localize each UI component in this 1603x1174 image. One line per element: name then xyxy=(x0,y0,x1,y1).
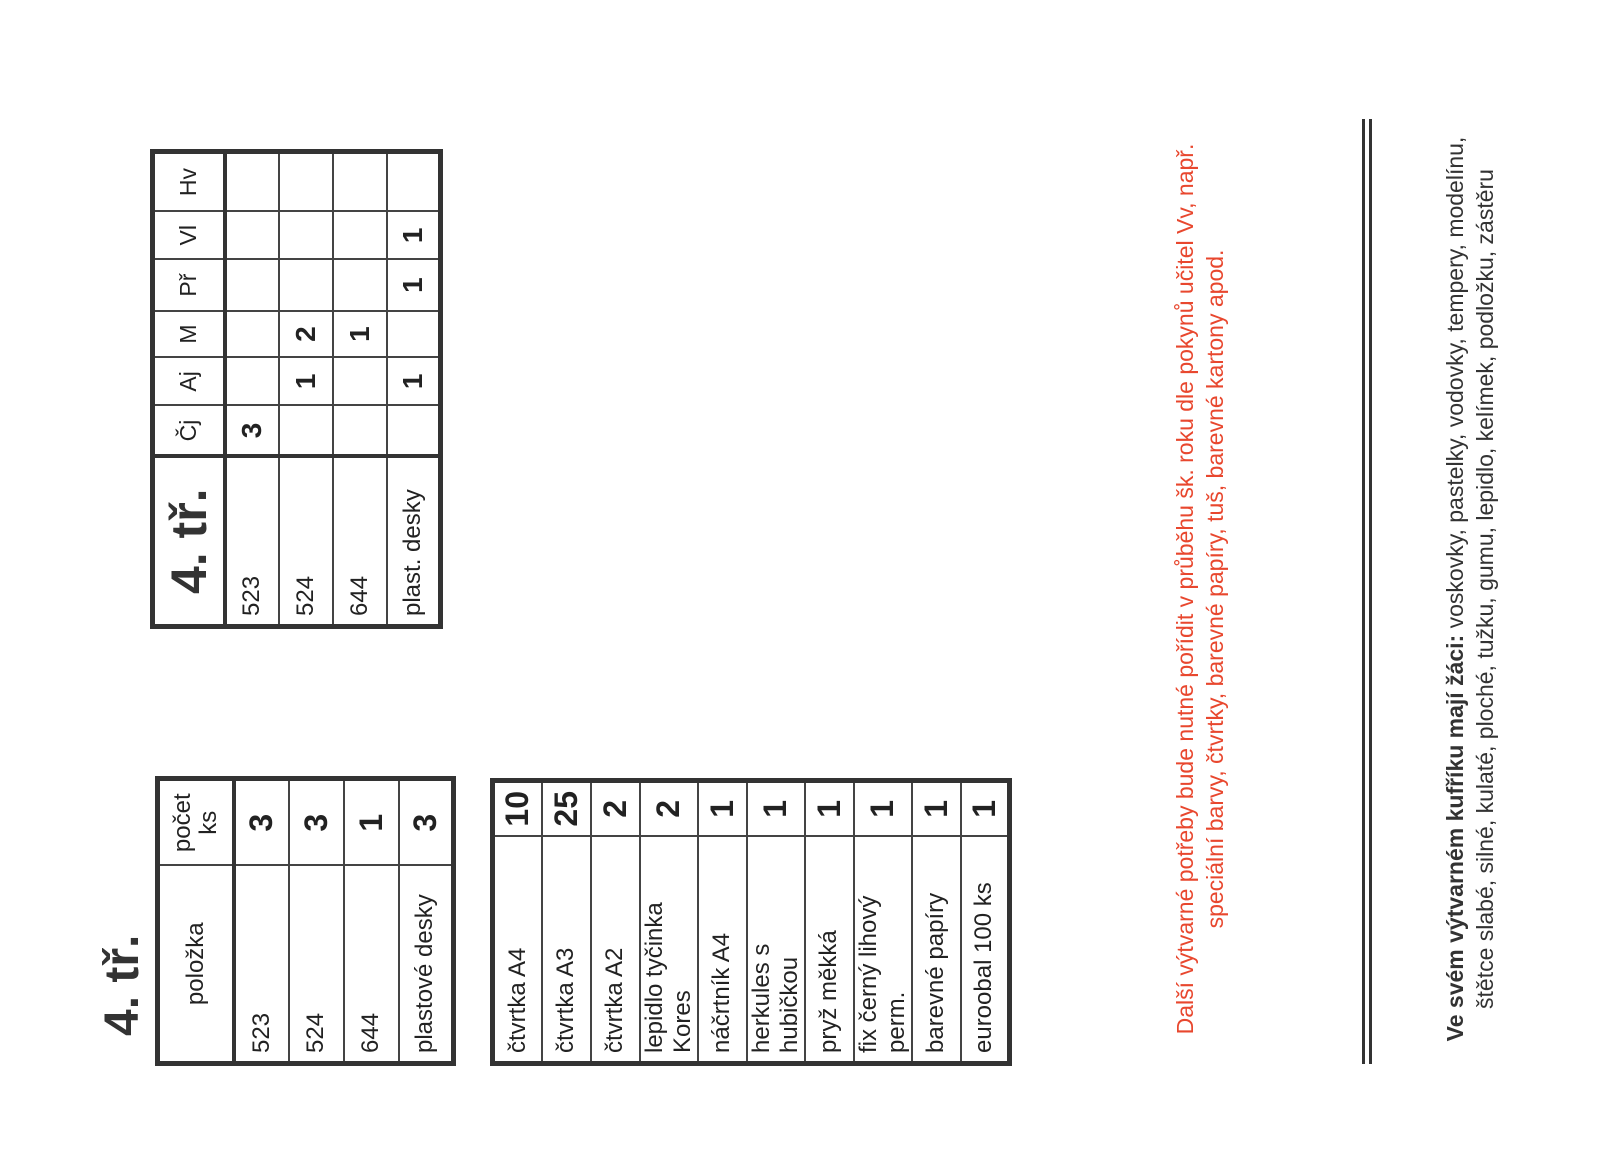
table-row xyxy=(698,781,747,1064)
header-qty xyxy=(158,779,234,866)
art-case-note-lead: Ve svém výtvarném kufříku mají žáci: xyxy=(1442,634,1468,1042)
supply-qty: 2 xyxy=(640,781,698,836)
page-title: 4. tř. xyxy=(96,934,149,1036)
table-row xyxy=(234,779,289,1064)
art-case-note-list: voskovky, pastelky, vodovky, tempery, modelínu, štětce slabé, silné, kulaté, ploché, tužku, gumu, lepidlo, kelímek, podložku, zástěru xyxy=(1442,136,1498,1009)
cell xyxy=(387,311,441,358)
table-row xyxy=(640,781,698,1064)
item-qty: 3 xyxy=(289,779,344,866)
item-name: 523 xyxy=(234,865,289,1063)
cell xyxy=(279,405,333,456)
art-supplies-note: Další výtvarné potřeby bude nutné pořídit v průběhu šk. roku dle pokynů učitel Vv, např. speciální barvy, čtvrtky, barevné papíry, tuš, barevné kartony apod. xyxy=(1172,143,1228,1035)
row-label: plast. desky xyxy=(387,457,441,627)
cell xyxy=(387,152,441,212)
row-label: 523 xyxy=(225,457,279,627)
table-row xyxy=(747,781,805,1064)
item-name: 644 xyxy=(344,865,399,1063)
cell xyxy=(279,152,333,212)
supply-qty: 1 xyxy=(912,781,961,836)
row-label: 644 xyxy=(333,457,387,627)
table-row xyxy=(912,781,961,1064)
supply-qty: 1 xyxy=(961,781,1010,836)
cell xyxy=(225,259,279,310)
item-qty: 3 xyxy=(234,779,289,866)
table-row xyxy=(591,781,640,1064)
supplies-table xyxy=(490,778,1012,1066)
item-name: plastové desky xyxy=(399,865,454,1063)
subject-col-hv: Hv xyxy=(153,152,225,212)
subject-col-m: M xyxy=(153,311,225,358)
subject-col-vl: Vl xyxy=(153,211,225,259)
cell: 1 xyxy=(333,311,387,358)
table-row xyxy=(289,779,344,1064)
table-row xyxy=(854,781,912,1064)
cell xyxy=(333,259,387,310)
supply-name: náčrtník A4 xyxy=(698,836,747,1064)
table-row xyxy=(387,152,441,627)
supply-qty: 25 xyxy=(542,781,591,836)
cell xyxy=(225,152,279,212)
supply-name: čtvrtka A3 xyxy=(542,836,591,1064)
table-row xyxy=(279,152,333,627)
table-row xyxy=(961,781,1010,1064)
cell xyxy=(225,357,279,405)
supply-qty: 2 xyxy=(591,781,640,836)
table-row xyxy=(493,781,542,1064)
cell: 1 xyxy=(387,259,441,310)
cell xyxy=(279,259,333,310)
subject-col-pr: Př xyxy=(153,259,225,310)
header-qty-line2: ks xyxy=(194,810,222,835)
table-row xyxy=(542,781,591,1064)
cell xyxy=(279,211,333,259)
table-row xyxy=(399,779,454,1064)
subjects-corner-title: 4. tř. xyxy=(153,457,225,627)
double-rule-divider xyxy=(1362,119,1372,1064)
subject-col-aj: Aj xyxy=(153,357,225,405)
cell: 3 xyxy=(225,405,279,456)
supply-name: čtvrtka A2 xyxy=(591,836,640,1064)
cell: 2 xyxy=(279,311,333,358)
header-item: položka xyxy=(158,865,234,1063)
cell xyxy=(225,311,279,358)
art-case-note xyxy=(1440,114,1500,1064)
supply-name: euroobal 100 ks xyxy=(961,836,1010,1064)
supply-name: barevné papíry xyxy=(912,836,961,1064)
item-name: 524 xyxy=(289,865,344,1063)
cell: 1 xyxy=(387,357,441,405)
supply-name: fix černý lihový perm. xyxy=(854,836,912,1064)
table-row xyxy=(805,781,854,1064)
items-table xyxy=(155,776,456,1066)
subjects-table xyxy=(150,149,443,629)
supply-name: čtvrtka A4 xyxy=(493,836,542,1064)
supply-qty: 1 xyxy=(854,781,912,836)
cell: 1 xyxy=(387,211,441,259)
cell xyxy=(333,357,387,405)
supply-name: lepidlo tyčinka Kores xyxy=(640,836,698,1064)
subjects-header-row xyxy=(153,152,225,627)
subject-col-cj: Čj xyxy=(153,405,225,456)
supply-qty: 1 xyxy=(698,781,747,836)
table-row xyxy=(333,152,387,627)
supply-qty: 10 xyxy=(493,781,542,836)
cell xyxy=(387,405,441,456)
item-qty: 3 xyxy=(399,779,454,866)
supply-name: pryž měkká xyxy=(805,836,854,1064)
items-header-row xyxy=(158,779,234,1064)
cell: 1 xyxy=(279,357,333,405)
table-row xyxy=(225,152,279,627)
row-label: 524 xyxy=(279,457,333,627)
cell xyxy=(225,211,279,259)
supply-qty: 1 xyxy=(747,781,805,836)
cell xyxy=(333,152,387,212)
supply-name: herkules s hubičkou xyxy=(747,836,805,1064)
supply-qty: 1 xyxy=(805,781,854,836)
cell xyxy=(333,405,387,456)
cell xyxy=(333,211,387,259)
item-qty: 1 xyxy=(344,779,399,866)
header-qty-line1: počet xyxy=(168,793,196,853)
table-row xyxy=(344,779,399,1064)
